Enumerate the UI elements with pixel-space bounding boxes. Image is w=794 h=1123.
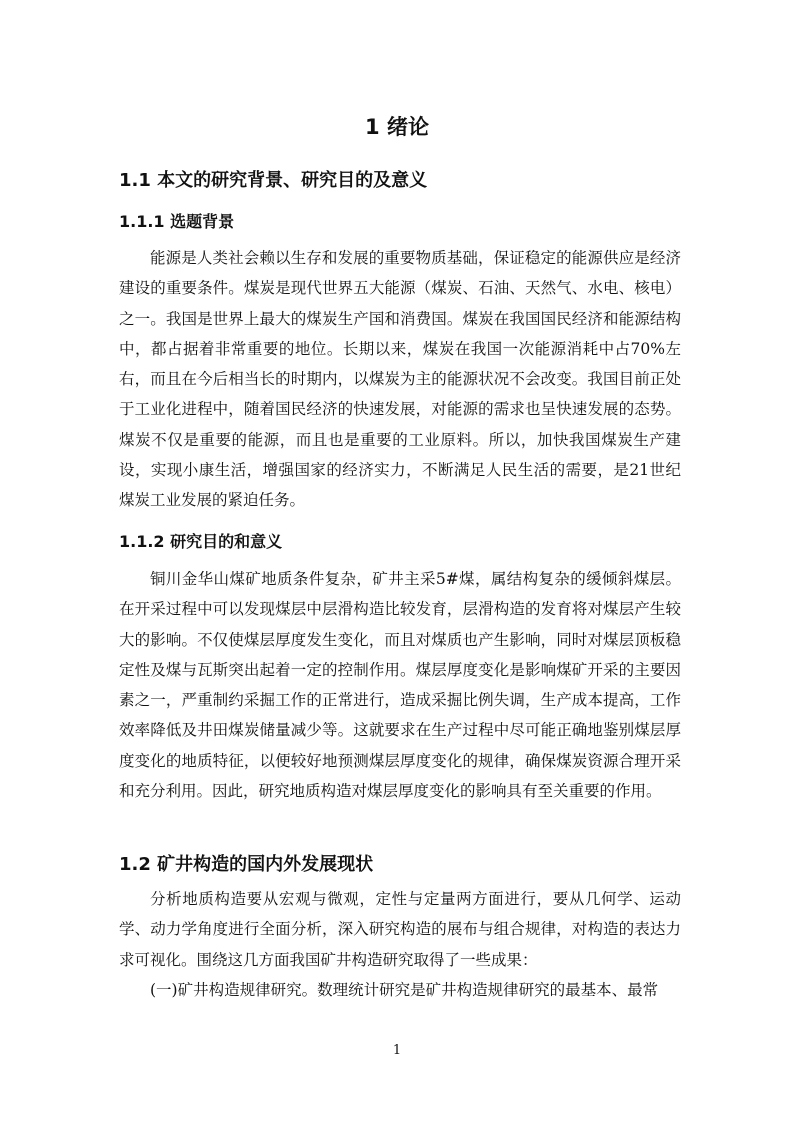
chapter-title: 1 绪论 [365,115,429,139]
section-heading-1-1: 1.1 本文的研究背景、研究目的及意义 [119,170,428,191]
section-heading-1-2: 1.2 矿井构造的国内外发展现状 [119,854,374,875]
paragraph-background: 能源是人类社会赖以生存和发展的重要物质基础，保证稳定的能源供应是经济建设的重要条件。煤炭是现代世界五大能源（煤炭、石油、天然气、水电、核电）之一。我国是世界上最大的煤炭生产国和消费国。煤炭在我国国民经济和能源结构中，都占据着非常重要的地位。长期以来，煤炭在我国一次能源消耗中占70%左右，而且在今后相当长的时期内，以煤炭为主的能源状况不会改变。我国目前正处于工业化进程中，随着国民经济的快速发展，对能源的需求也呈快速发展的态势。煤炭不仅是重要的能源，而且也是重要的工业原料。所以，加快我国煤炭生产建设，实现小康生活，增强国家的经济实力，不断满足人民生活的需要，是21世纪煤炭工业发展的紧迫任务。 [119,249,681,510]
section-heading-1-1-2: 1.1.2 研究目的和意义 [119,532,283,551]
page-number: 1 [392,1043,402,1058]
paragraph-status-item-1: (一)矿井构造规律研究。数理统计研究是矿井构造规律研究的最基本、最常 [150,981,659,999]
section-heading-1-1-1: 1.1.1 选题背景 [119,212,235,231]
paragraph-status-intro: 分析地质构造要从宏观与微观，定性与定量两方面进行，要从几何学、运动学、动力学角度进行全面分析，深入研究构造的展布与组合规律，对构造的表达力求可视化。围绕这几方面我国矿井构造研究取得了一些成果： [119,890,681,969]
paragraph-purpose: 铜川金华山煤矿地质条件复杂，矿井主采5#煤，属结构复杂的缓倾斜煤层。在开采过程中可以发现煤层中层滑构造比较发育，层滑构造的发育将对煤层产生较大的影响。不仅使煤层厚度发生变化，而且对煤质也产生影响，同时对煤层顶板稳定性及煤与瓦斯突出起着一定的控制作用。煤层厚度变化是影响煤矿开采的主要因素之一，严重制约采掘工作的正常进行，造成采掘比例失调，生产成本提高，工作效率降低及井田煤炭储量减少等。这就要求在生产过程中尽可能正确地鉴别煤层厚度变化的地质特征，以便较好地预测煤层厚度变化的规律，确保煤炭资源合理开采和充分利用。因此，研究地质构造对煤层厚度变化的影响具有至关重要的作用。 [119,570,681,801]
